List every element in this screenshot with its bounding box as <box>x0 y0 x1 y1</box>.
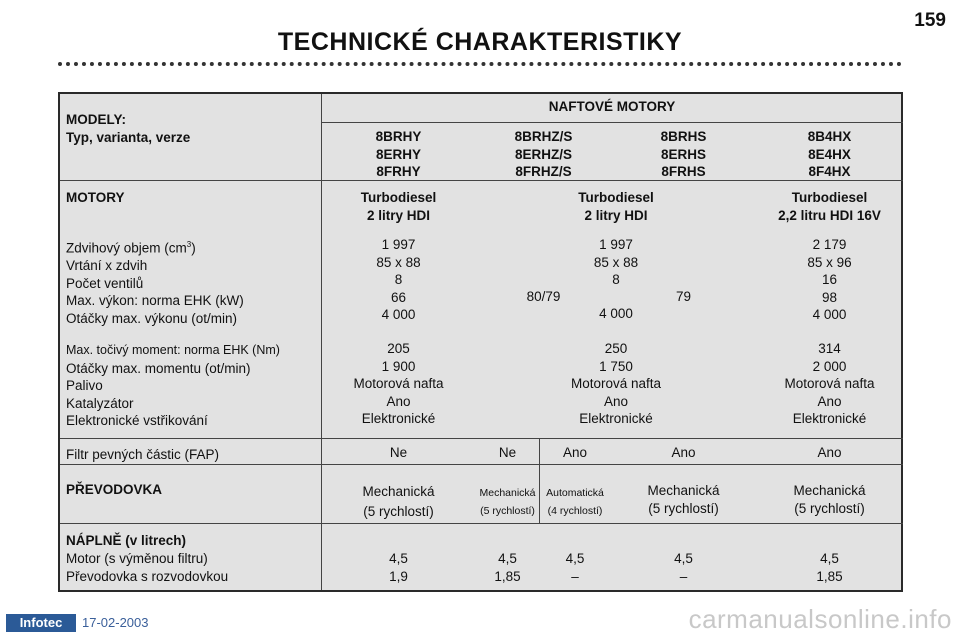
fills-col4: 4,5 1,85 <box>816 551 843 584</box>
group-header: NAFTOVÉ MOTORY <box>548 99 676 114</box>
torque-rpm-label: Otáčky max. momentu (ot/min) <box>66 360 251 376</box>
gearbox-col1: Mechanická (5 rychlostí) <box>362 484 435 519</box>
fuel-label: Palivo <box>66 378 103 393</box>
fap-value-col4: Ano <box>817 445 842 460</box>
infotec-logo: Infotec <box>6 614 76 632</box>
spec-labels-block2 <box>66 342 280 430</box>
fills-col1: 4,5 1,9 <box>389 551 408 584</box>
models-label: MODELY: <box>66 112 127 127</box>
power-value-col2: 80/79 <box>526 289 561 304</box>
model-code-col2: 8BRHZ/S 8ERHZ/S 8FRHZ/S <box>514 129 573 179</box>
injection-label: Elektronické vstřikování <box>66 413 208 428</box>
spec-values-col4-block1: 2 179 85 x 96 16 98 4 000 <box>807 237 852 322</box>
footer-date: 17-02-2003 <box>82 615 149 630</box>
fills-col2b: 4,5 – <box>565 551 585 584</box>
engine-type-col1: Turbodiesel 2 litry HDI <box>360 190 437 223</box>
spec-values-col1-block1: 1 997 85 x 88 8 66 4 000 <box>376 237 421 322</box>
spec-values-col1-block2: 205 1 900 Motorová nafta Ano Elektronické <box>353 341 444 426</box>
power-label: Max. výkon: norma EHK (kW) <box>66 293 244 308</box>
page-title: TECHNICKÉ CHARAKTERISTIKY <box>277 28 683 56</box>
dotted-divider <box>58 62 902 66</box>
displacement-label: Zdvihový objem $(cm^3)$ <box>66 240 196 256</box>
model-code-col4: 8B4HX 8E4HX 8F4HX <box>807 129 852 179</box>
torque-label: Max. točivý moment: norma EHK (Nm) <box>66 343 280 357</box>
valves-label: Počet ventilů <box>66 275 144 291</box>
spec-labels-block1 <box>66 236 244 327</box>
model-code-col1: 8BRHY 8ERHY 8FRHY <box>375 129 422 179</box>
gearbox-col3: Mechanická (5 rychlostí) <box>647 483 720 516</box>
row-divider <box>60 523 903 524</box>
engines-label: MOTORY <box>66 190 125 205</box>
power-rpm-col23: 4 000 <box>599 306 633 321</box>
type-label: Typ, varianta, verze <box>66 130 191 145</box>
model-code-col3: 8BRHS 8ERHS 8FRHS <box>660 129 707 179</box>
row-divider <box>60 438 903 439</box>
fills-col3: 4,5 – <box>674 551 693 584</box>
fills-transfer-label: Převodovka s rozvodovkou <box>66 569 229 584</box>
engine-type-col23: Turbodiesel 2 litry HDI <box>578 190 654 223</box>
page-number: 159 <box>914 10 946 31</box>
catalyst-label: Katalyzátor <box>66 395 134 411</box>
bore-label: Vrtání x zdvih <box>66 258 148 273</box>
fills-engine-label: Motor (s výměnou filtru) <box>66 551 208 566</box>
engine-type-col4: Turbodiesel 2,2 litru HDI 16V <box>778 190 881 223</box>
row-divider <box>321 122 903 123</box>
spec-values-col23-block2: 250 1 750 Motorová nafta Ano Elektronické <box>570 341 662 426</box>
spec-values-col23-block1a: 1 997 85 x 88 8 <box>593 237 639 287</box>
fap-label: Filtr pevných částic (FAP) <box>66 447 220 462</box>
gearbox-col2b: Automatická (4 rychlostí) <box>546 487 604 517</box>
power-rpm-label: Otáčky max. výkonu (ot/min) <box>66 310 238 326</box>
gearbox-col4: Mechanická (5 rychlostí) <box>793 483 866 516</box>
spec-table <box>58 92 903 592</box>
gearbox-label: PŘEVODOVKA <box>66 482 163 497</box>
power-value-col3: 79 <box>675 289 692 304</box>
fills-col2a: 4,5 1,85 <box>494 551 521 584</box>
fills-label: NÁPLNĚ (v litrech) <box>66 533 187 548</box>
fap-value-col2a: Ne <box>498 445 517 460</box>
fap-value-col1: Ne <box>389 445 408 460</box>
fap-value-col3: Ano <box>671 445 696 460</box>
fap-value-col2b: Ano <box>562 445 588 460</box>
row-divider <box>60 464 903 465</box>
gearbox-col2a: Mechanická (5 rychlostí) <box>479 487 536 517</box>
spec-values-col4-block2: 314 2 000 Motorová nafta Ano Elektronické <box>784 341 875 426</box>
watermark: carmanualsonline.info <box>688 604 952 634</box>
